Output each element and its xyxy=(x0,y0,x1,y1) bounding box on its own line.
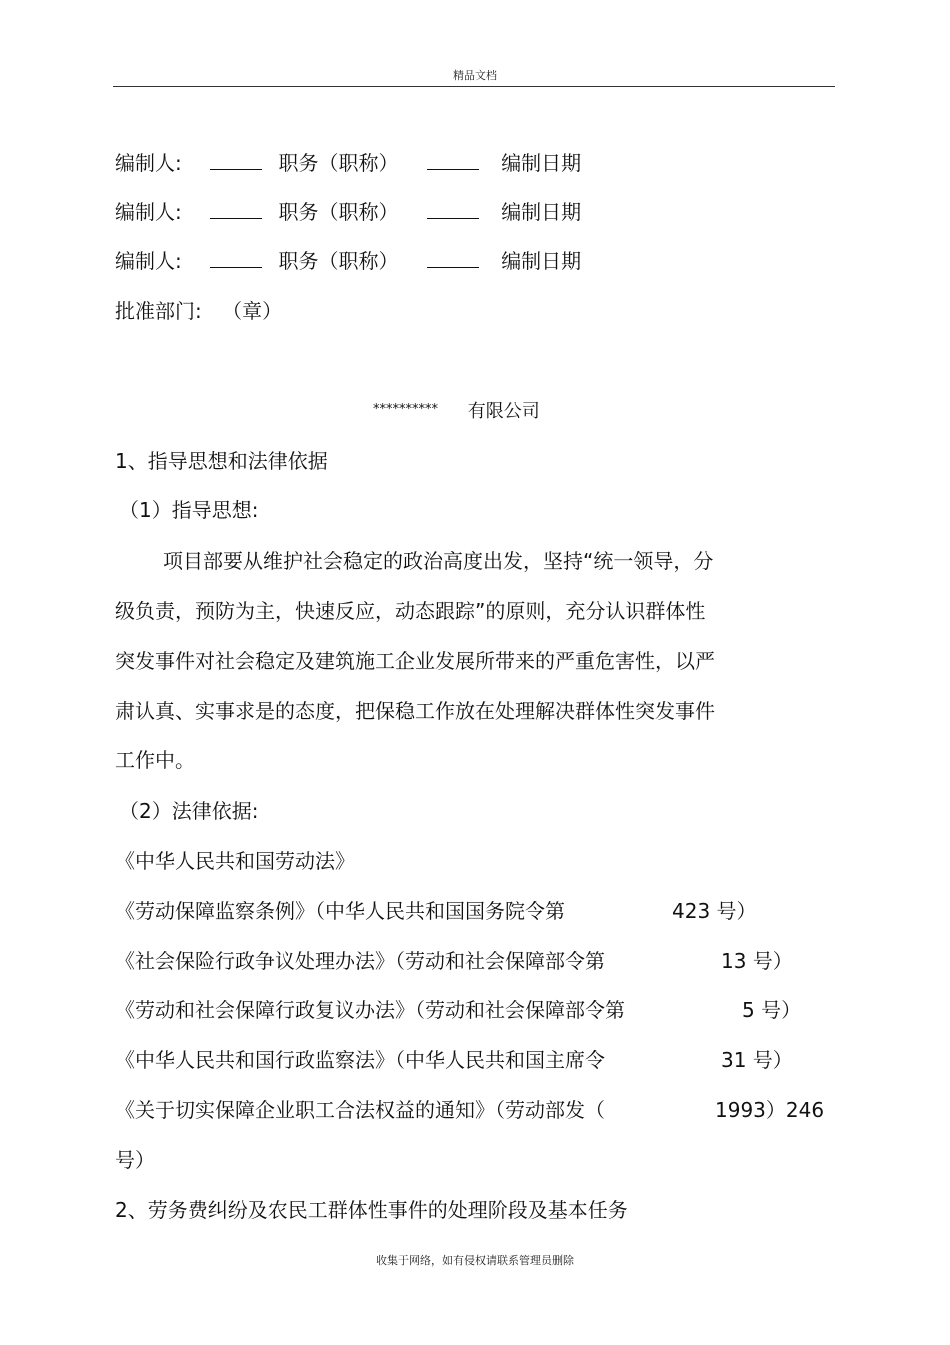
preparer-blank xyxy=(210,153,262,170)
approval-row xyxy=(115,299,282,323)
law-number: 423 号） xyxy=(672,899,757,923)
section-heading: 2、劳务费纠纷及农民工群体性事件的处理阶段及基本任务 xyxy=(115,1198,628,1222)
law-source: （劳动和社会保障部令第 xyxy=(415,998,625,1022)
signature-row xyxy=(115,249,581,273)
law-title: 《劳动和社会保障行政复议办法》 xyxy=(115,998,415,1022)
stamp-label: （章） xyxy=(222,299,283,323)
paragraph-line: 突发事件对社会稳定及建筑施工企业发展所带来的严重危害性，以严 xyxy=(115,649,715,673)
law-item xyxy=(115,1048,793,1072)
company-name: 有限公司 xyxy=(467,401,540,422)
law-title: 《社会保险行政争议处理办法》 xyxy=(115,949,395,973)
page-footer: 收集于网络，如有侵权请联系管理员删除 xyxy=(376,1254,574,1267)
section-heading: 1、指导思想和法律依据 xyxy=(115,449,328,473)
law-number: 31 号） xyxy=(721,1048,793,1072)
preparer-label: 编制人: xyxy=(115,151,182,175)
signature-row xyxy=(115,200,581,224)
company-stars: ********** xyxy=(373,402,438,417)
date-label: 编制日期 xyxy=(501,200,582,224)
paragraph-line: 肃认真、实事求是的态度，把保稳工作放在处理解决群体性突发事件 xyxy=(115,699,715,723)
paragraph-line: 工作中。 xyxy=(115,748,195,772)
page-header: 精品文档 xyxy=(453,69,497,82)
law-item xyxy=(115,1098,825,1122)
law-item xyxy=(115,849,355,873)
paragraph-line: 项目部要从维护社会稳定的政治高度出发，坚持“统一领导，分 xyxy=(163,549,714,573)
law-number: 1993）246 xyxy=(715,1098,825,1122)
law-title: 《关于切实保障企业职工合法权益的通知》 xyxy=(115,1098,495,1122)
date-label: 编制日期 xyxy=(501,151,582,175)
law-item xyxy=(115,899,757,923)
role-blank xyxy=(427,153,479,170)
role-blank xyxy=(427,251,479,268)
law-source: （劳动部发（ xyxy=(495,1098,605,1122)
preparer-label: 编制人: xyxy=(115,249,182,273)
role-label: 职务（职称） xyxy=(278,249,399,273)
role-label: 职务（职称） xyxy=(278,200,399,224)
law-source: （劳动和社会保障部令第 xyxy=(395,949,605,973)
date-label: 编制日期 xyxy=(501,249,582,273)
law-title: 《中华人民共和国行政监察法》 xyxy=(115,1048,395,1072)
law-source: （中华人民共和国主席令 xyxy=(395,1048,605,1072)
subsection-heading: （2）法律依据: xyxy=(119,799,259,823)
law-title: 《中华人民共和国劳动法》 xyxy=(115,849,355,873)
approval-label: 批准部门: xyxy=(115,299,202,323)
subsection-heading: （1）指导思想: xyxy=(119,498,259,522)
role-label: 职务（职称） xyxy=(278,151,399,175)
law-number: 5 号） xyxy=(742,998,802,1022)
preparer-blank xyxy=(210,251,262,268)
law-title: 《劳动保障监察条例》 xyxy=(115,899,315,923)
header-divider xyxy=(113,86,835,87)
law-item-continuation: 号） xyxy=(115,1148,155,1172)
preparer-blank xyxy=(210,202,262,219)
role-blank xyxy=(427,202,479,219)
preparer-label: 编制人: xyxy=(115,200,182,224)
signature-row xyxy=(115,151,581,175)
company-title xyxy=(373,398,540,424)
law-item xyxy=(115,998,802,1022)
law-source: （中华人民共和国国务院令第 xyxy=(315,899,565,923)
law-item xyxy=(115,949,793,973)
law-number: 13 号） xyxy=(721,949,793,973)
paragraph-line: 级负责，预防为主，快速反应，动态跟踪”的原则，充分认识群体性 xyxy=(115,599,706,623)
